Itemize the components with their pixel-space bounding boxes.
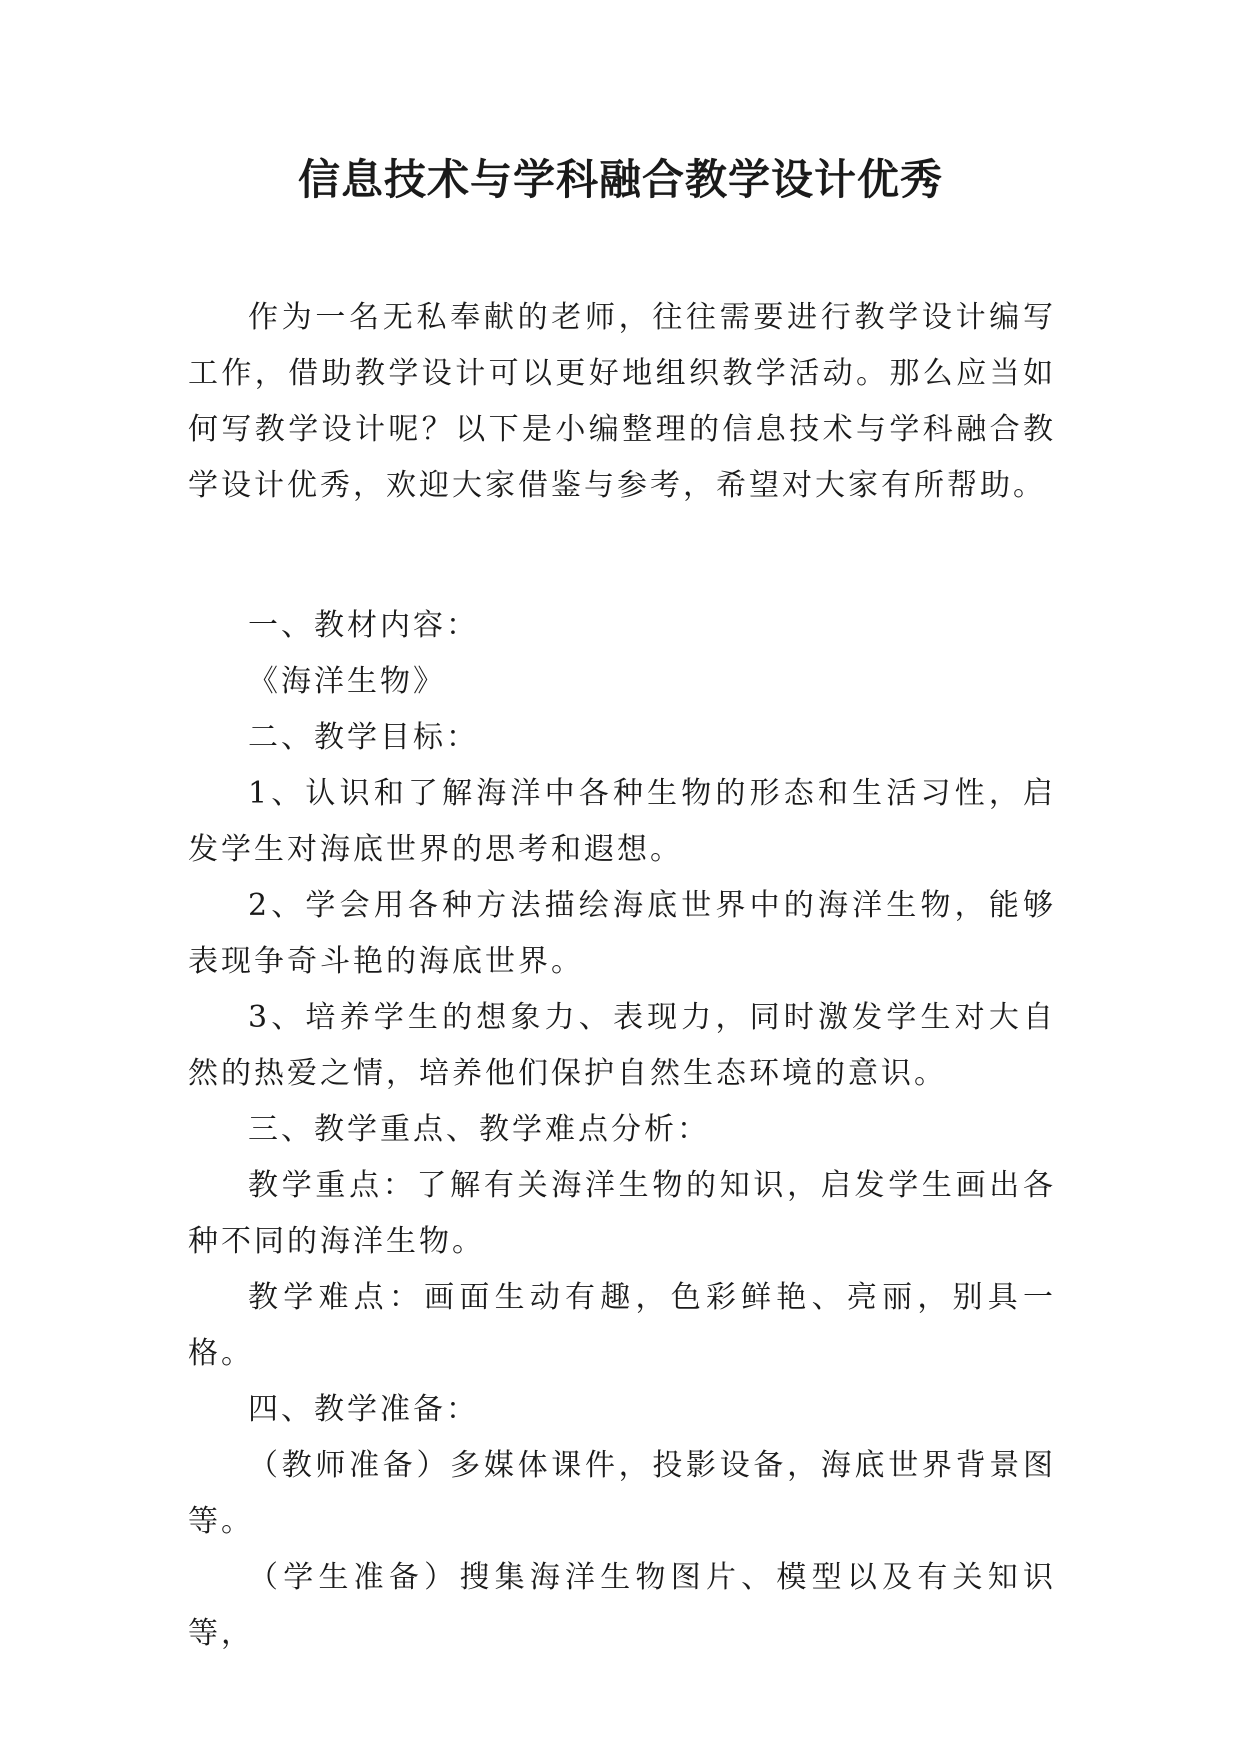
teacher-preparation: （教师准备）多媒体课件，投影设备，海底世界背景图等。 <box>188 1448 1056 1539</box>
teaching-key-point: 教学重点：了解有关海洋生物的知识，启发学生画出各种不同的海洋生物。 <box>188 1168 1056 1259</box>
intro-paragraph: 作为一名无私奉献的老师，往往需要进行教学设计编写工作，借助教学设计可以更好地组织教学活动。那么应当如何写教学设计呢？以下是小编整理的信息技术与学科融合教学设计优秀，欢迎大家借鉴与参考，希望对大家有所帮助。 <box>188 300 1056 503</box>
objective-2: 2、学会用各种方法描绘海底世界中的海洋生物，能够表现争奇斗艳的海底世界。 <box>188 888 1056 979</box>
material-content: 《海洋生物》 <box>248 664 446 699</box>
student-preparation: （学生准备）搜集海洋生物图片、模型以及有关知识等， <box>188 1560 1056 1651</box>
section-heading-2: 二、教学目标： <box>248 720 479 755</box>
objective-1: 1、认识和了解海洋中各种生物的形态和生活习性，启发学生对海底世界的思考和遐想。 <box>188 776 1056 867</box>
section-heading-3: 三、教学重点、教学难点分析： <box>248 1112 710 1147</box>
teaching-difficulty: 教学难点：画面生动有趣，色彩鲜艳、亮丽，别具一格。 <box>188 1280 1056 1371</box>
document-body <box>188 290 1056 1662</box>
section-heading-4: 四、教学准备： <box>248 1392 479 1427</box>
section-heading-1: 一、教材内容： <box>248 608 479 643</box>
document-title: 信息技术与学科融合教学设计优秀 <box>297 155 943 204</box>
objective-3: 3、培养学生的想象力、表现力，同时激发学生对大自然的热爱之情，培养他们保护自然生态环境的意识。 <box>188 1000 1056 1091</box>
paragraph-gap <box>188 514 1056 598</box>
